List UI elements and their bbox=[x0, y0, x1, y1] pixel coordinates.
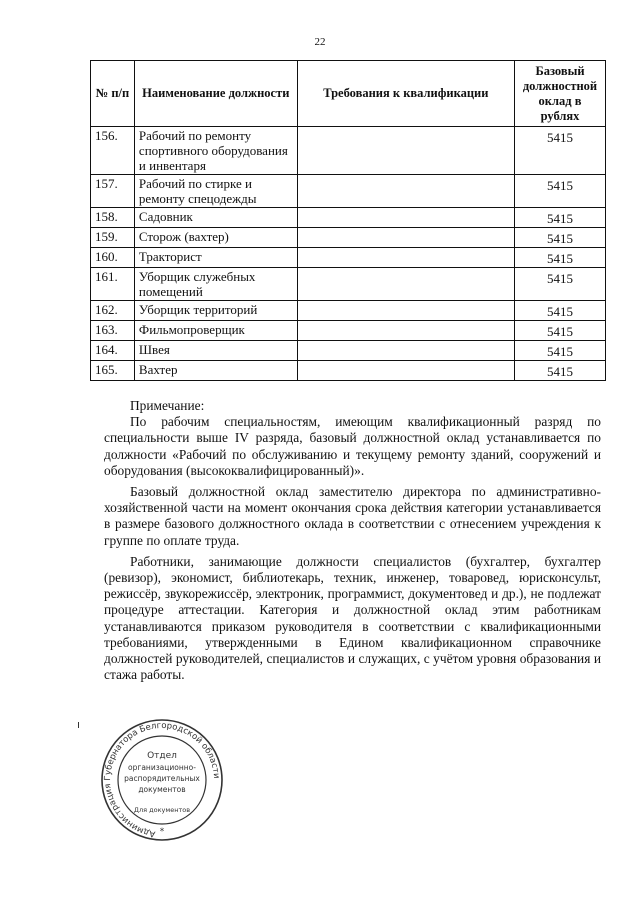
row-requirements bbox=[297, 321, 514, 341]
row-requirements bbox=[297, 268, 514, 301]
positions-table bbox=[90, 60, 606, 381]
page-number: 22 bbox=[314, 36, 326, 48]
row-name: Тракторист bbox=[134, 248, 297, 268]
row-num: 163. bbox=[91, 321, 135, 341]
table-row bbox=[91, 175, 606, 208]
row-name: Швея bbox=[134, 341, 297, 361]
table-row bbox=[91, 341, 606, 361]
row-name: Уборщик территорий bbox=[134, 301, 297, 321]
header-num: № п/п bbox=[91, 61, 135, 127]
row-requirements bbox=[297, 175, 514, 208]
table-row bbox=[91, 321, 606, 341]
row-salary bbox=[515, 341, 606, 361]
row-name: Вахтер bbox=[134, 361, 297, 381]
row-name: Фильмопроверщик bbox=[134, 321, 297, 341]
row-requirements bbox=[297, 361, 514, 381]
row-requirements bbox=[297, 208, 514, 228]
note-paragraph-3: Работники, занимающие должности специалистов (бухгалтер, бухгалтер (ревизор), экономист, библиотекарь, техник, инженер, товаровед, юрисконсульт, режиссёр, звукорежиссёр, электроник, программист, документовед и др.), не подлежат процедуре аттестации. Категория и должностной оклад этим работникам устанавливаются приказом руководителя в соответствии с квалификационными требованиями, утвержденными в Едином квалификационном справочнике должностей руководителей, специалистов и служащих, с учётом уровня образования и стажа работы. bbox=[104, 553, 601, 683]
row-salary-value: 5415 bbox=[547, 271, 573, 286]
row-num: 159. bbox=[91, 228, 135, 248]
row-num: 161. bbox=[91, 268, 135, 301]
stamp-ring-text: Администрация Губернатора Белгородской области bbox=[102, 720, 222, 839]
stamp-inner-line-3: распорядительных bbox=[124, 774, 200, 783]
row-requirements bbox=[297, 127, 514, 175]
row-salary bbox=[515, 301, 606, 321]
row-salary-value: 5415 bbox=[547, 364, 573, 379]
row-salary-value: 5415 bbox=[547, 231, 573, 246]
note-paragraph-2: Базовый должностной оклад заместителю директора по административно-хозяйственной части на момент окончания срока действия категории устанавливается в размере базового должностного оклада в соответствии с отнесением учреждения к группе по оплате труда. bbox=[104, 484, 601, 548]
row-salary-value: 5415 bbox=[547, 251, 573, 266]
star-icon: * bbox=[159, 827, 165, 837]
row-requirements bbox=[297, 301, 514, 321]
row-num: 156. bbox=[91, 127, 135, 175]
table-row bbox=[91, 208, 606, 228]
row-name: Сторож (вахтер) bbox=[134, 228, 297, 248]
official-stamp bbox=[82, 716, 242, 841]
header-salary: Базовый должностной оклад в рублях bbox=[515, 61, 606, 127]
row-salary bbox=[515, 268, 606, 301]
row-salary bbox=[515, 248, 606, 268]
row-num: 157. bbox=[91, 175, 135, 208]
row-num: 160. bbox=[91, 248, 135, 268]
stamp-inner-line-2: организационно- bbox=[128, 763, 196, 772]
row-salary-value: 5415 bbox=[547, 178, 573, 193]
row-num: 164. bbox=[91, 341, 135, 361]
row-name: Рабочий по стирке и ремонту спецодежды bbox=[134, 175, 297, 208]
row-requirements bbox=[297, 341, 514, 361]
table-row bbox=[91, 248, 606, 268]
notes-section bbox=[104, 398, 601, 683]
stamp-inner-line-4: документов bbox=[138, 785, 186, 794]
stamp-bottom-text: Для документов bbox=[133, 806, 191, 814]
table-row bbox=[91, 301, 606, 321]
note-title: Примечание: bbox=[130, 398, 205, 413]
table-header-row bbox=[91, 61, 606, 127]
row-salary-value: 5415 bbox=[547, 304, 573, 319]
table-row bbox=[91, 228, 606, 248]
row-requirements bbox=[297, 248, 514, 268]
row-salary-value: 5415 bbox=[547, 130, 573, 145]
row-salary bbox=[515, 361, 606, 381]
row-salary-value: 5415 bbox=[547, 324, 573, 339]
row-salary bbox=[515, 228, 606, 248]
row-salary bbox=[515, 208, 606, 228]
row-name: Рабочий по ремонту спортивного оборудования и инвентаря bbox=[134, 127, 297, 175]
header-requirements: Требования к квалификации bbox=[297, 61, 514, 127]
row-salary bbox=[515, 175, 606, 208]
table-row bbox=[91, 127, 606, 175]
row-name: Садовник bbox=[134, 208, 297, 228]
row-salary-value: 5415 bbox=[547, 211, 573, 226]
stamp-inner-line-1: Отдел bbox=[147, 751, 177, 761]
header-name: Наименование должности bbox=[134, 61, 297, 127]
note-paragraph-1: По рабочим специальностям, имеющим квалификационный разряд по специальности выше IV разряда, базовый должностной оклад устанавливается по должности «Рабочий по обслуживанию и текущему ремонту зданий, сооружений и оборудования (высококвалифицированный)». bbox=[104, 414, 601, 478]
row-salary bbox=[515, 127, 606, 175]
row-num: 162. bbox=[91, 301, 135, 321]
table-row bbox=[91, 268, 606, 301]
table-row bbox=[91, 361, 606, 381]
row-name: Уборщик служебных помещений bbox=[134, 268, 297, 301]
row-requirements bbox=[297, 228, 514, 248]
row-salary-value: 5415 bbox=[547, 344, 573, 359]
row-num: 158. bbox=[91, 208, 135, 228]
row-salary bbox=[515, 321, 606, 341]
row-num: 165. bbox=[91, 361, 135, 381]
